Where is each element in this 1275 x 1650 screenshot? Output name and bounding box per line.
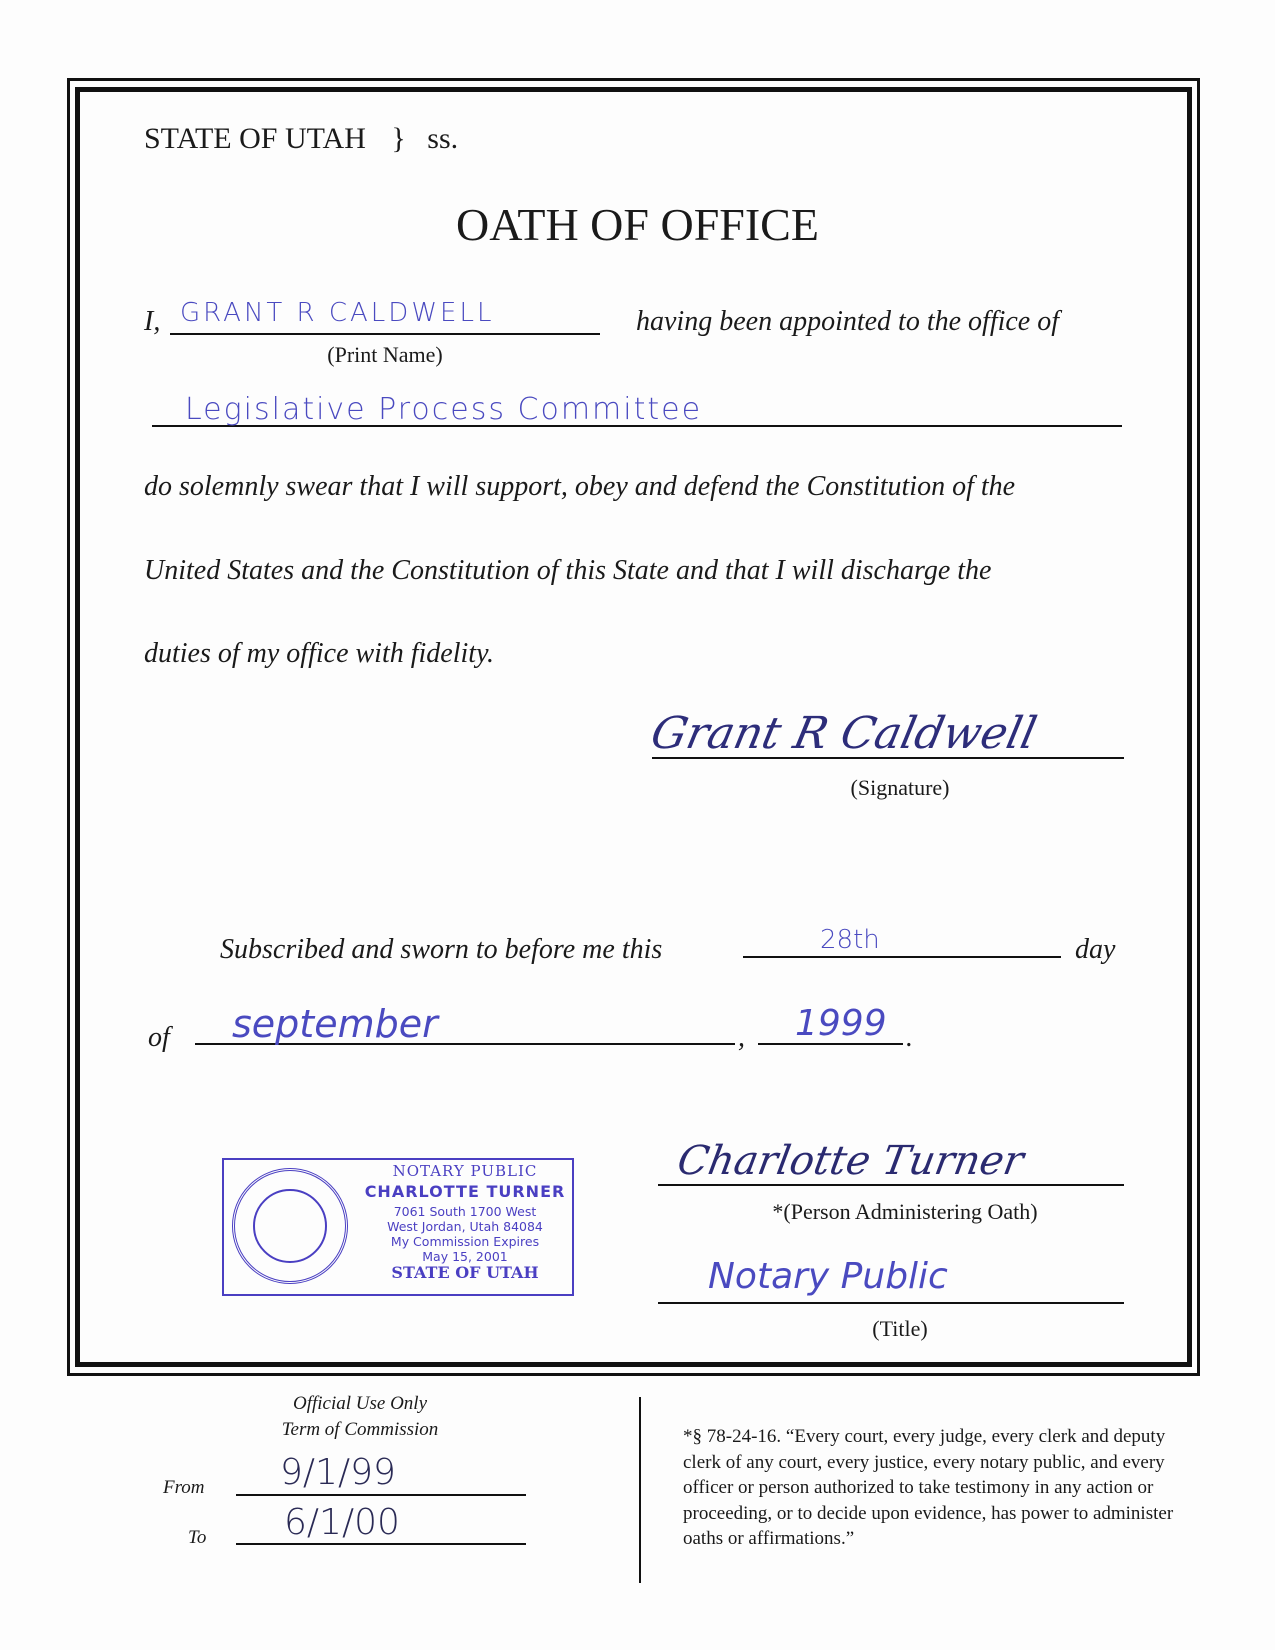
from-line [236,1494,526,1496]
to-value: 6/1/00 [284,1502,400,1543]
statute-footnote: *§ 78-24-16. “Every court, every judge, every clerk and deputy clerk of any court, every justice, every notary public, and every officer or person authorized to take testimony in any action or proceeding, or to decide upon evidence, has power to administer oaths or affirmations.” [683,1426,1174,1549]
of-word: of [148,1022,170,1053]
stamp-line-3: 7061 South 1700 West [393,1203,537,1219]
stamp-line-5: My Commission Expires [390,1233,540,1249]
state-text: STATE OF UTAH [144,122,366,155]
ss-text: ss. [427,122,459,155]
i-prefix: I, [144,306,161,337]
administrator-signature: Charlotte Turner [673,1138,1027,1184]
stamp-text [358,1164,572,1282]
stamp-line-7: STATE OF UTAH [391,1263,539,1283]
administrator-label: *(Person Administering Oath) [772,1199,1038,1224]
stamp-line-6: May 15, 2001 [422,1248,508,1264]
from-label: From [163,1477,205,1498]
handwritten-name: GRANT R CALDWELL [180,298,495,328]
page-title: OATH OF OFFICE [456,199,819,250]
handwritten-year: 1999 [795,1003,887,1044]
handwritten-month: september [232,1002,438,1046]
to-label: To [188,1527,207,1548]
administrator-line [658,1184,1124,1186]
print-name-label: (Print Name) [327,342,443,367]
stamp-line-1: NOTARY PUBLIC [392,1162,538,1180]
oath-line-2: United States and the Constitution of this State and that I will discharge the [144,555,992,586]
subscribed-text: Subscribed and sworn to before me this [220,934,663,965]
title-label: (Title) [872,1316,928,1341]
day-line [743,956,1061,958]
official-use-heading: Official Use Only [292,1393,428,1414]
oath-line-3: duties of my office with fidelity. [144,638,494,669]
from-value: 9/1/99 [280,1452,396,1493]
period: . [906,1022,913,1053]
to-line [236,1543,526,1545]
state-seal [232,1168,348,1284]
signature-label: (Signature) [850,775,950,800]
appointed-text: having been appointed to the office of [636,306,1060,337]
title-line [658,1302,1124,1304]
handwritten-office: Legislative Process Committee [185,392,703,427]
day-word: day [1075,934,1116,965]
signature-image: Grant R Caldwell [646,708,1041,759]
handwritten-title: Notary Public [708,1256,948,1297]
comma: , [738,1022,745,1053]
state-heading [144,122,458,156]
stamp-line-2: CHARLOTTE TURNER [364,1181,566,1201]
stamp-line-4: West Jordan, Utah 84084 [387,1218,543,1234]
handwritten-day: 28th [820,925,880,955]
seal-center [253,1189,327,1263]
term-heading: Term of Commission [281,1419,439,1440]
name-line [170,333,600,335]
footer-divider [639,1397,641,1583]
oath-line-1: do solemnly swear that I will support, obey and defend the Constitution of the [144,471,1016,502]
notary-stamp [222,1158,574,1296]
brace: } [391,122,406,155]
